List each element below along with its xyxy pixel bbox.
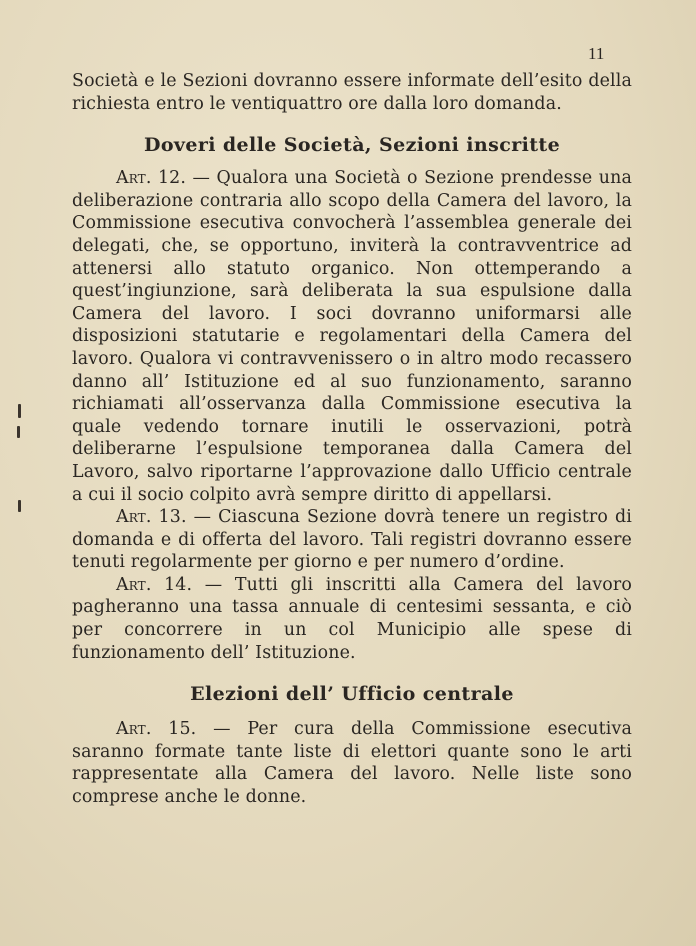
article-15-label: Art. 15. (116, 719, 197, 740)
page-number: 11 (588, 44, 605, 63)
section-heading-doveri: Doveri delle Società, Sezioni inscritte (143, 134, 561, 157)
article-13 (72, 506, 632, 574)
article-12-label: Art. 12. (116, 168, 187, 189)
margin-marks (14, 404, 24, 514)
article-15-text: — Per cura della Commissione esecutiva saranno formate tante liste di elettori quante sono le arti rappresentate alla Camera del lavoro. Nelle liste sono comprese anche le donne. (72, 719, 632, 808)
document-page (72, 38, 632, 809)
article-13-text: — Ciascuna Sezione dovrà tenere un registro di domanda e di offerta del lavoro. Tali registri dovranno essere tenuti regolarmente per giorno e per numero d’ordine. (72, 507, 632, 573)
article-15 (72, 718, 632, 808)
article-14-label: Art. 14. (116, 574, 193, 595)
section-heading-elezioni: Elezioni dell’ Ufficio centrale (190, 683, 514, 706)
article-14-text: — Tutti gli inscritti alla Camera del lavoro pagheranno una tassa annuale di centesimi sessanta, e ciò per concorrere in un col Municipio alle spese di funzionamento dell’ Istituzione. (72, 574, 632, 663)
article-12 (72, 167, 632, 506)
intro-paragraph: Società e le Sezioni dovranno essere informate dell’esito della richiesta entro le ventiquattro ore dalla loro domanda. (72, 71, 632, 114)
article-12-text: — Qualora una Società o Sezione prendesse una deliberazione contraria allo scopo della Camera del lavoro, la Commissione esecutiva convocherà l’assemblea generale dei delegati, che, se opportuno, inviterà la contravventrice ad attenersi allo statuto organico. Non ottemperando a quest’ingiunzione, sarà deliberata la sua espulsione dalla Camera del lavoro. I soci dovranno uniformarsi alle disposizioni statutarie e regolamentari della Camera del lavoro. Qualora vi contravvenissero o in altro modo recassero danno all’ Istituzione ed al suo funzionamento, saranno richiamati all’osservanza dalla Commissione esecutiva la quale vedendo tornare inutili le osservazioni, potrà deliberarne l’espulsione temporanea dalla Camera del Lavoro, salvo riportarne l’approvazione dallo Ufficio centrale a cui il socio colpito avrà sempre diritto di appellarsi. (72, 168, 632, 505)
article-14 (72, 574, 632, 664)
article-13-label: Art. 13. (116, 507, 187, 528)
